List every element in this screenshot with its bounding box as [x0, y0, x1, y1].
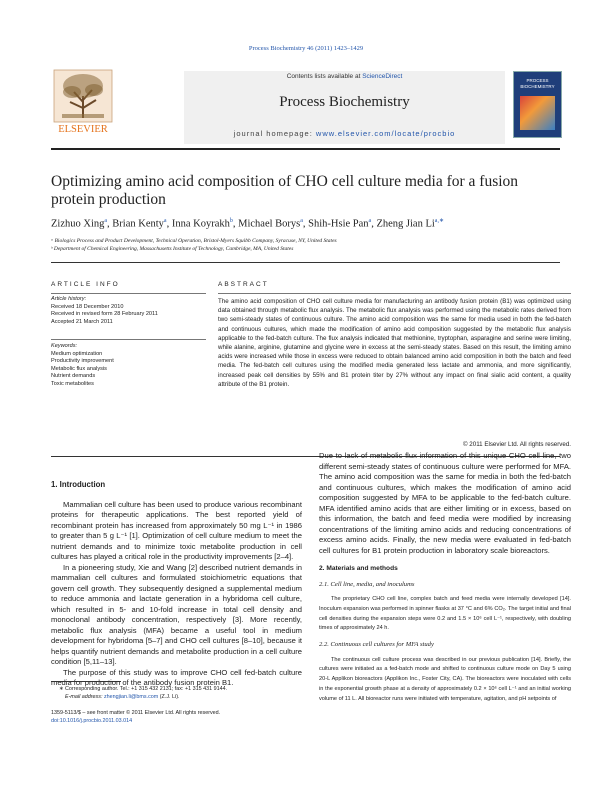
author-name[interactable]: Michael Borys — [238, 218, 301, 230]
subsection-heading: 2.1. Cell line, media, and inoculums — [319, 580, 415, 588]
email-link[interactable]: zhengjian.li@bms.com — [103, 693, 159, 700]
cover-art — [520, 96, 555, 130]
corresponding-author: ∗ Corresponding author. Tel.: +1 315 432 2131; fax: +1 315 431 9144. — [59, 686, 228, 692]
intro-paragraph: In a pioneering study, Xie and Wang [2] described nutrient demands in mammalian cell cultures and formulated stoichiometric equations that govern cell growth. They subsequently designed a supplemental medium to reduce ammonia and lactate generation in a hybridoma cell culture, which resulted in 5- and 10-fold increase in total cell density and monoclonal antibody concentration, respectively [3]. More recently, metabolic flux analysis (MFA) became a useful tool in medium development for hybridoma [5–7] and CHO cell cultures [8–10], because it helps quantify nutrient demands and metabolite production in a cell culture condition [5,11–13]. — [51, 562, 302, 666]
keywords-divider — [51, 339, 206, 340]
affiliation-b: ᵇ Department of Chemical Engineering, Massachusetts Institute of Technology, Cambridge, MA, United States — [51, 246, 294, 252]
publisher-name: ELSEVIER — [58, 124, 108, 135]
history-label: Article history: — [51, 296, 87, 302]
methods-heading: 2. Materials and methods — [319, 565, 398, 572]
keyword-item: Productivity improvement — [51, 358, 114, 365]
footnote — [51, 686, 311, 701]
keyword-item: Medium optimization — [51, 350, 103, 357]
email-line — [51, 694, 311, 702]
journal-title: Process Biochemistry — [279, 94, 410, 110]
author-name[interactable]: Inna Koyrakh — [171, 218, 230, 230]
abstract-text: The amino acid composition of CHO cell culture media for manufacturing an antibody fusion protein (B1) was optimized using data obtained through metabolic flux analysis. The metabolic flux analysis was performed using the metabolic rates derived from two semi-steady states of continuous culture. The amino acid composition was the same for media used in both the fed-batch and continuous cultures, which made the modification of amino acid composition suggested by the metabolic flux analysis applicable to the fed-batch culture. The flux analysis indicated that methionine, tryptophan, asparagine and serine were limiting, while alanine, arginine, glutamine and glycine were in excess at the semi-steady states. Based on this result, the limiting amino acids were increased while those in excess were reduced to obtain balanced amino acid composition in both the batch and feed media. The fed-batch cell cultures using the modified media generated less lactate and ammonia, and more significantly, increased peak cell densities by 55% and B1 protein titer by 27% without any impact on final sialic acid content, a quality attribute of the B1 protein. — [218, 298, 571, 388]
email-suffix: (Z.J. Li). — [158, 693, 180, 700]
intro-paragraph-continued: Due to lack of metabolic flux information of this unique CHO cell line, two different semi-steady states of continuous culture were performed for MFA. The amino acid composition was the same for media in both the fed-batch and continuous cultures, which makes the modification of amino acid composition suggested by MFA to be applicable to the fed-batch culture. MFA identified amino acids that are either limiting or in excess, based on this information, the batch and feed media were modified by increasing concentrations of the limiting amino acids and reducing concentrations of excess amino acids. Finally, the new media were evaluated in fed-batch cell cultures for B1 protein production in laboratory scale bioreactors. — [319, 451, 571, 555]
right-column — [319, 451, 571, 705]
issn-line: 1359-5113/$ – see front matter © 2011 Elsevier Ltd. All rights reserved. — [51, 710, 221, 716]
doi-line[interactable]: doi:10.1016/j.procbio.2011.03.014 — [51, 717, 133, 724]
author-affiliation-mark[interactable]: a,∗ — [434, 218, 444, 224]
sciencedirect-link[interactable]: ScienceDirect — [362, 73, 403, 80]
abstract-divider — [218, 293, 571, 294]
keywords-block — [51, 343, 211, 389]
keywords-label: Keywords: — [51, 343, 78, 349]
footnote-divider — [51, 681, 121, 682]
intro-paragraph: The purpose of this study was to improve CHO cell fed-batch culture media for production of the antibody fusion protein B1. — [51, 667, 302, 687]
subsection-text: The continuous cell culture process was described in our previous publication [14]. Briefly, the cultures were initiated as a fed-batch mode and shifted to continuous culture mode on Day 5 using 20-L Applikon bioreactors (Applikon Inc., Foster City, CA). The bioreactors were inoculated with cells in the exponential growth phase at a density of approximately 0.2 × 10⁶ cell L⁻¹ and an initial working volume of 11 L. All bioreactor runs were initiated with temperature, agitation, and pH setpoints of — [319, 656, 571, 702]
abstract-heading: ABSTRACT — [218, 281, 269, 288]
author-name[interactable]: Zheng Jian Li — [376, 218, 435, 230]
article-info-divider — [51, 293, 206, 294]
subsection-heading: 2.2. Continuous cell cultures for MFA study — [319, 641, 434, 649]
author-affiliation-mark[interactable]: b — [229, 218, 233, 224]
homepage-prefix: journal homepage: — [233, 129, 316, 138]
keyword-item: Metabolic flux analysis — [51, 365, 107, 372]
author-list: Zizhuo Xing$^a$, Brian Kenty$^a$, Inna Koyrakh$^b$, Michael Borys$^a$, Shih-Hsie Pan$^a$, Zheng Jian $Li^{a,∗}$ — [51, 218, 444, 230]
header-divider — [51, 148, 560, 150]
author-affiliation-mark[interactable]: a — [368, 218, 372, 224]
author-affiliation-mark[interactable]: a — [104, 218, 108, 224]
cover-title: PROCESS BIOCHEMISTRY — [520, 78, 555, 89]
article-info-heading: ARTICLE INFO — [51, 281, 120, 288]
author-affiliation-mark[interactable]: a — [163, 218, 167, 224]
author-name[interactable]: Shih-Hsie Pan — [308, 218, 369, 230]
affiliation-divider — [51, 262, 560, 263]
subsection-text: The proprietary CHO cell line, complex batch and feed media were internally developed [14]. Inoculum expansion was performed in spinner flasks at 37 °C and 6% CO₂. The target initial and final cell densities during the expansion steps were 0.2 and 1.5 × 10⁶ cell L⁻¹, respectively, with doubling times of approximately 24 h. — [319, 596, 571, 632]
affiliation-a: ᵃ Biologics Process and Product Development, Technical Operation, Bristol-Myers Squibb Company, Syracuse, NY, United States — [51, 238, 337, 244]
introduction-heading: 1. Introduction — [51, 480, 106, 489]
author-name[interactable]: Zizhuo Xing — [51, 218, 105, 230]
author-affiliation-mark[interactable]: a — [300, 218, 303, 224]
issn-block — [51, 710, 311, 725]
history-accepted: Accepted 21 March 2011 — [51, 318, 113, 325]
keyword-item: Toxic metabolites — [51, 380, 94, 387]
abstract-copyright: © 2011 Elsevier Ltd. All rights reserved. — [463, 441, 571, 448]
intro-paragraph: Mammalian cell culture has been used to produce various recombinant proteins for therapeutic applications. The best reported yield of recombinant protein has increased from approximately 50 mg L⁻¹ in 1986 to greater than 5 g L⁻¹ [1]. Optimization of cell culture medium to meet the nutrient demands and to minimize toxic metabolite production in cell cultures has played a critical role in the productivity improvements [2–4]. — [51, 499, 302, 561]
journal-cover-image[interactable] — [513, 71, 562, 138]
journal-reference[interactable]: Process Biochemistry 46 (2011) 1423–1429 — [248, 45, 364, 52]
contents-line — [184, 73, 505, 80]
article-title: Optimizing amino acid composition of CHO cell culture media for a fusion protein production — [51, 173, 519, 208]
homepage-link[interactable]: www.elsevier.com/locate/procbio — [315, 129, 456, 138]
introduction-section — [51, 480, 302, 689]
article-history — [51, 296, 211, 326]
journal-homepage — [184, 129, 505, 138]
author-name[interactable]: Brian Kenty — [112, 218, 164, 230]
email-label: E-mail address: — [65, 693, 104, 700]
history-revised: Received in revised form 28 February 2011 — [51, 311, 158, 318]
keyword-item: Nutrient demands — [51, 373, 96, 380]
history-received: Received 18 December 2010 — [51, 303, 124, 310]
contents-prefix: Contents lists available at — [286, 73, 363, 80]
